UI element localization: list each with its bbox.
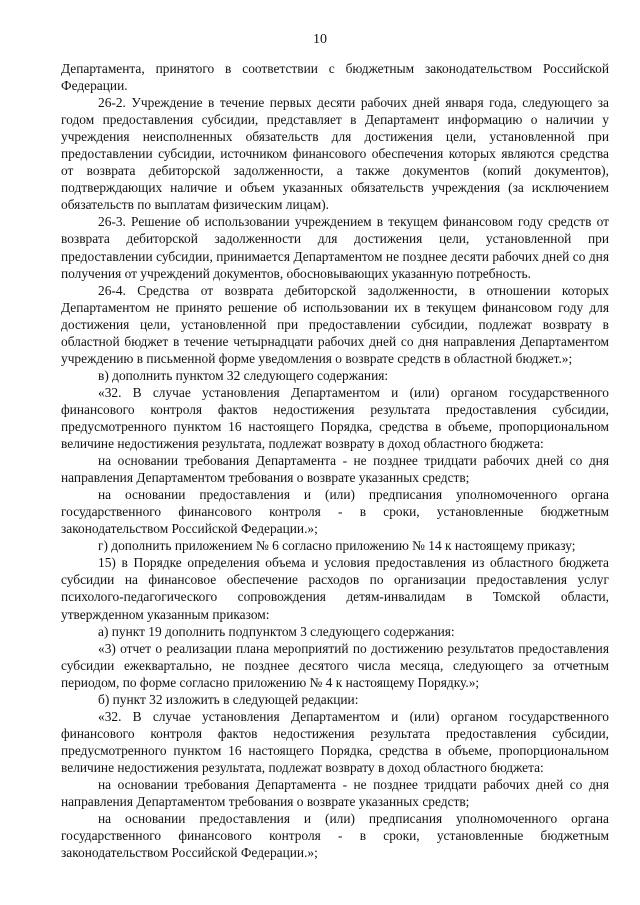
paragraph-item-v: в) дополнить пунктом 32 следующего содержания: [98,367,389,383]
page-number: 10 [313,32,327,47]
paragraph-prescription-first: на основании предоставления и (или) предписания уполномоченного органа государственного финансового контроля - в сроки, установленные бюджетным законодательством Российской Федерации.»; [61,487,609,537]
paragraph-requirement-first: на основании требования Департамента - не позднее тридцати рабочих дней со дня направления Департаментом требования о возврате указанных средств; [61,453,609,486]
paragraph-item-g: г) дополнить приложением № 6 согласно приложению № 14 к настоящему приказу; [98,538,576,554]
paragraph-requirement-second: на основании требования Департамента - не позднее тридцати рабочих дней со дня направления Департаментом требования о возврате указанных средств; [61,776,609,810]
paragraph-item-b: б) пункт 32 изложить в следующей редакции: [98,691,359,707]
paragraph-subitem-3: «3) отчет о реализации плана мероприятий по достижению результатов предоставления субсидии ежеквартально, не позднее десятого числа месяца, следующего за отчетным периодом, по форме согласно приложению № 4 к настоящему Порядку.»; [61,640,609,690]
document-body [61,60,609,861]
paragraph-item-15: 15) в Порядке определения объема и условия предоставления из областного бюджета субсидии на финансовое обеспечение расходов по организации предоставления услуг психолого-педагогического сопровождения детям-инвалидам в Томской области, утвержденном указанным приказом: [61,555,609,622]
paragraph-26-4: 26-4. Средства от возврата дебиторской задолженности, в отношении которых Департаментом не принято решение об использовании их в текущем финансовом году для достижения цели, установленной при предоставлении субсидии, подлежат возврату в областной бюджет в течение четырнадцати рабочих дней со дня направления Департаментом учреждению в письменной форме уведомления о возврате средств в областной бюджет.»; [61,282,609,366]
paragraph-continuation: Департамента, принятого в соответствии с бюджетным законодательством Российской Федерации. [61,61,609,94]
paragraph-26-3: 26-3. Решение об использовании учреждением в текущем финансовом году средств от возврата дебиторской задолженности для достижения цели, установленной при предоставлении субсидии, принимается Департаментом не позднее десяти рабочих дней со дня получения от учреждений документов, обосновывающих указанную потребность. [61,214,609,281]
paragraph-26-2: 26-2. Учреждение в течение первых десяти рабочих дней января года, следующего за годом предоставления субсидии, представляет в Департамент информацию о наличии у учреждения неисполненных обязательств для достижения цели, установленной при предоставлении субсидии, источником финансового обеспечения которых являются средства от возврата дебиторской задолженности, а также документов (копий документов), подтверждающих наличие и объем указанных обязательств учреждения (за исключением обязательств по выплатам физическим лицам). [61,95,609,213]
paragraph-prescription-second: на основании предоставления и (или) предписания уполномоченного органа государственного финансового контроля - в сроки, установленные бюджетным законодательством Российской Федерации.»; [61,811,609,861]
paragraph-item-a: а) пункт 19 дополнить подпунктом 3 следующего содержания: [98,623,455,639]
paragraph-32-first: «32. В случае установления Департаментом и (или) органом государственного финансового контроля фактов недостижения результата предоставления субсидии, предусмотренного пунктом 16 настоящего Порядка, средства в объеме, пропорциональном величине недостижения результата, подлежат возврату в доход областного бюджета: [61,384,609,452]
paragraph-32-second: «32. В случае установления Департаментом и (или) органом государственного финансового контроля фактов недостижения результата предоставления субсидии, предусмотренного пунктом 16 настоящего Порядка, средства в объеме, пропорциональном величине недостижения результата, подлежат возврату в доход областного бюджета: [61,708,609,775]
